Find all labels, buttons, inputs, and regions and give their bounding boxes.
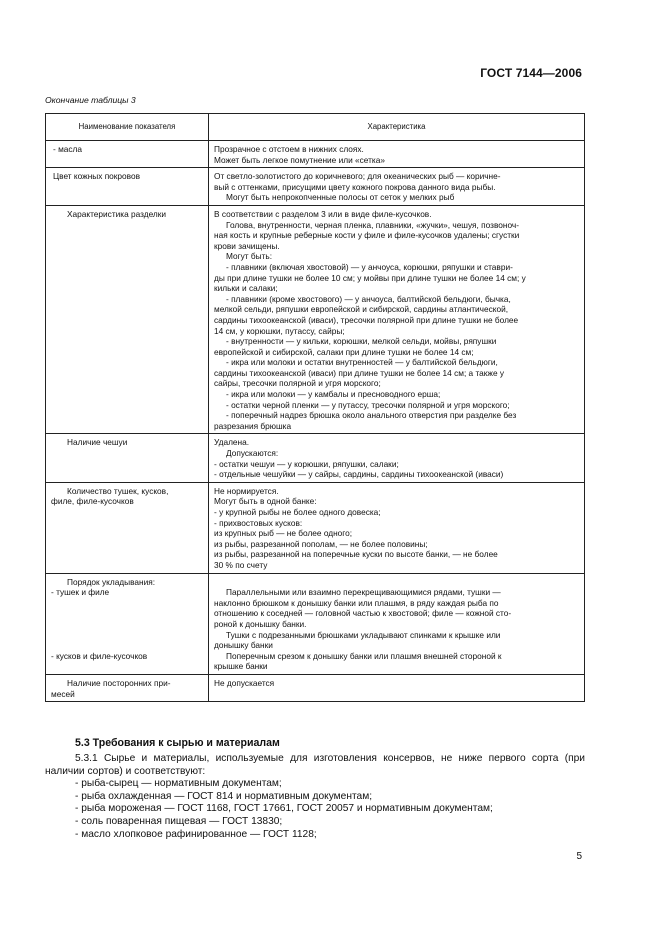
characteristic-line: Не нормируется.	[214, 485, 279, 496]
characteristic-line: Голова, внутренности, черная пленка, плавники, «жучки», чешуя, позвоноч-	[226, 219, 519, 230]
indicator-name: Наличие чешуи	[67, 437, 128, 448]
characteristic-line: донышку банки	[214, 640, 273, 651]
indicator-name: - кусков и филе-кусочков	[51, 650, 148, 661]
characteristic-line: мелкой сельди, ряпушки европейской и сибирской, сардины атлантической,	[214, 304, 509, 315]
characteristic-line: крови зачищены.	[214, 240, 280, 251]
list-item: - рыба-сырец — нормативным документам;	[75, 778, 282, 790]
table-caption: Окончание таблицы 3	[45, 95, 136, 105]
table-row	[46, 482, 585, 573]
table-row	[46, 674, 585, 701]
characteristic-line: Удалена.	[214, 437, 250, 448]
characteristic-cell	[209, 205, 585, 433]
characteristic-line: - прихвостовых кусков:	[214, 517, 303, 528]
characteristic-line: - остатки черной пленки — у путассу, тресочки полярной и угря морского;	[226, 399, 510, 410]
characteristic-line: - отдельные чешуйки — у сайры, сардины, сардины тихоокеанской (иваси)	[214, 469, 504, 480]
characteristics-table	[45, 113, 585, 702]
section-body	[45, 753, 585, 841]
characteristic-cell	[209, 674, 585, 701]
characteristic-cell	[209, 168, 585, 206]
characteristic-line: из крупных рыб — не более одного;	[214, 528, 353, 539]
list-item: - рыба охлажденная — ГОСТ 814 и нормативным документам;	[75, 790, 373, 802]
indicator-cell	[46, 674, 209, 701]
characteristic-cell	[209, 482, 585, 573]
indicator-cell	[46, 434, 209, 482]
table-row	[46, 205, 585, 433]
indicator-name: Количество тушек, кусков,	[67, 485, 169, 496]
characteristic-line: - внутренности — у кильки, корюшки, мелкой сельди, мойвы, ряпушки	[226, 336, 497, 347]
characteristic-line: - остатки чешуи — у корюшки, ряпушки, салаки;	[214, 458, 399, 469]
characteristic-line: ная кость и крупные реберные кости у филе и филе-кусочков удалены; сгустки	[214, 230, 520, 241]
characteristic-cell	[209, 573, 585, 674]
characteristic-line: От светло-золотистого до коричневого; для океанических рыб — коричне-	[214, 171, 501, 182]
indicator-name: Характеристика разделки	[67, 208, 167, 219]
characteristic-line: - поперечный надрез брюшка около анального отверстия при разделке без	[226, 410, 517, 421]
characteristic-line: Прозрачное с отстоем в нижних слоях.	[214, 144, 364, 154]
table-row	[46, 434, 585, 482]
table-row	[46, 573, 585, 674]
characteristic-line: отношению к соседней — головной частью к хвостовой; филе — кожной сто-	[214, 608, 512, 619]
characteristic-line: наклонно брюшком к донышку банки или плашмя, в ряду каждая рыба по	[214, 597, 499, 608]
document-id: ГОСТ 7144—2006	[480, 66, 582, 80]
characteristic-line: Могут быть непрокопченные полосы от сеток у мелких рыб	[226, 192, 455, 203]
characteristic-line: 14 см, у корюшки, путассу, сайры;	[214, 325, 345, 336]
characteristic-line: - у крупной рыбы не более одного довеска;	[214, 507, 381, 517]
characteristic-line: Могут быть:	[226, 251, 273, 262]
characteristic-line: В соответствии с разделом 3 или в виде филе-кусочков.	[214, 208, 432, 219]
indicator-name: - тушек и филе	[51, 587, 110, 598]
characteristic-line: Допускаются:	[226, 448, 279, 459]
column-header-characteristic: Характеристика	[209, 114, 585, 141]
characteristic-line: кильки и салаки;	[214, 283, 278, 294]
characteristic-line: 30 % по счету	[214, 559, 268, 570]
indicator-name: Наличие посторонних при-	[67, 677, 171, 688]
characteristic-line: Поперечным срезом к донышку банки или плашмя внешней стороной к	[226, 650, 502, 661]
characteristic-line: Могут быть в одной банке:	[214, 496, 317, 507]
characteristic-line: сайры, тресочки полярной и угря морского;	[214, 378, 381, 389]
characteristic-line: сардины тихоокеанской (иваси) при длине тушки не более 14 см; а также у	[214, 367, 505, 378]
characteristic-line: из рыбы, разрезанной пополам, — не более половины;	[214, 538, 428, 549]
page-number: 5	[576, 851, 582, 862]
characteristic-line: крышке банки	[214, 661, 268, 672]
indicator-cell	[46, 205, 209, 433]
indicator-name: Порядок укладывания:	[67, 576, 156, 587]
table-header-row	[46, 114, 585, 141]
characteristic-line: вый с оттенками, присущими цвету кожного покрова данного вида рыбы.	[214, 181, 496, 192]
list-item: - масло хлопковое рафинированное — ГОСТ 1128;	[75, 828, 317, 840]
list-item: - рыба мороженая — ГОСТ 1168, ГОСТ 17661, ГОСТ 20057 и нормативным документам;	[75, 803, 493, 815]
section-heading: 5.3 Требования к сырью и материалам	[75, 737, 280, 749]
characteristic-line: Параллельными или взаимно перекрещивающимися рядами, тушки —	[226, 587, 501, 598]
section-paragraph: 5.3.1 Сырье и материалы, используемые для изготовления консервов, не ниже первого сорта (при наличии сортов) и соответствуют:	[45, 753, 585, 777]
characteristic-line: разрезания брюшка	[214, 420, 292, 431]
characteristic-line: европейской и сибирской, салаки при длине тушки не более 14 см;	[214, 346, 474, 357]
indicator-cell	[46, 168, 209, 206]
characteristic-line: роной к донышку банки.	[214, 618, 307, 629]
indicator-cell	[46, 141, 209, 168]
indicator-name: филе, филе-кусочков	[51, 496, 134, 507]
indicator-name: Цвет кожных покровов	[53, 171, 140, 182]
characteristic-line: - плавники (кроме хвостового) — у анчоуса, балтийской бельдюги, бычка,	[226, 293, 511, 304]
column-header-indicator: Наименование показателя	[46, 114, 209, 141]
indicator-cell	[46, 573, 209, 674]
characteristic-line: - икра или молоки — у камбалы и пресноводного ерша;	[226, 389, 441, 400]
characteristic-line: - плавники (включая хвостовой) — у анчоуса, корюшки, ряпушки и ставри-	[226, 261, 513, 272]
characteristic-cell	[209, 434, 585, 482]
characteristic-cell	[209, 141, 585, 168]
indicator-name: - масла	[53, 144, 82, 154]
characteristic-line: из рыбы, разрезанной на поперечные куски по высоте банки, — не более	[214, 549, 498, 560]
characteristic-line: Тушки с подрезанными брюшками укладывают спинками к крышке или	[226, 629, 501, 640]
indicator-name: месей	[51, 688, 75, 699]
indicator-cell	[46, 482, 209, 573]
characteristic-line: ды при длине тушки не более 10 см; у мойвы при длине тушки не более 14 см; у	[214, 272, 526, 283]
characteristic-line: Может быть легкое помутнение или «сетка»	[214, 154, 385, 165]
table-row	[46, 141, 585, 168]
characteristic-line: - икра или молоки и остатки внутренностей — у балтийской бельдюги,	[226, 357, 498, 368]
characteristic-line: Не допускается	[214, 677, 275, 688]
characteristic-line: сардины тихоокеанской (иваси), тресочки полярной при длине тушки не более	[214, 314, 519, 325]
table-row	[46, 168, 585, 206]
list-item: - соль поваренная пищевая — ГОСТ 13830;	[75, 815, 283, 827]
